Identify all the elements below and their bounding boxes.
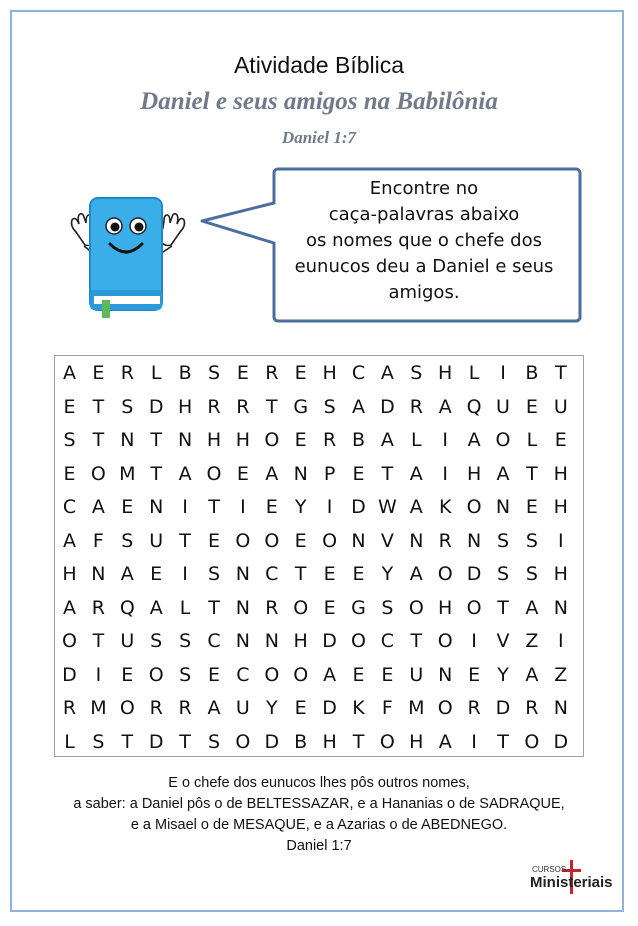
grid-letter[interactable]: R bbox=[265, 362, 279, 384]
grid-letter[interactable]: O bbox=[264, 529, 280, 552]
grid-letter[interactable]: E bbox=[150, 563, 163, 585]
grid-letter[interactable]: S bbox=[496, 529, 510, 552]
grid-letter[interactable]: E bbox=[352, 663, 365, 686]
grid-row bbox=[55, 691, 585, 725]
grid-letter[interactable]: R bbox=[91, 596, 105, 619]
grid-letter[interactable]: O bbox=[206, 462, 222, 485]
grid-letter[interactable]: B bbox=[525, 362, 539, 384]
grid-letter[interactable]: A bbox=[438, 395, 452, 418]
verse-line: Daniel 1:7 bbox=[286, 838, 352, 854]
grid-letter[interactable]: T bbox=[381, 462, 394, 485]
grid-letter[interactable]: S bbox=[121, 395, 134, 418]
grid-letter[interactable]: R bbox=[207, 395, 221, 418]
grid-letter[interactable]: O bbox=[322, 529, 338, 552]
grid-letter[interactable]: O bbox=[351, 630, 366, 652]
grid-letter[interactable]: O bbox=[466, 496, 482, 518]
grid-letter[interactable]: C bbox=[265, 563, 279, 585]
grid-letter[interactable]: S bbox=[121, 529, 134, 552]
grid-letter[interactable]: O bbox=[379, 730, 395, 753]
grid-letter[interactable]: E bbox=[381, 663, 394, 686]
page-subtitle: Daniel e seus amigos na Babilônia bbox=[140, 88, 498, 115]
grid-letter[interactable]: H bbox=[553, 563, 568, 585]
grid-letter[interactable]: H bbox=[438, 362, 453, 384]
grid-letter[interactable]: A bbox=[207, 697, 221, 719]
grid-letter[interactable]: T bbox=[150, 429, 162, 451]
grid-letter[interactable]: V bbox=[496, 630, 510, 652]
grid-letter[interactable]: S bbox=[410, 362, 423, 384]
grid-letter[interactable]: I bbox=[500, 362, 506, 384]
grid-letter[interactable]: H bbox=[409, 730, 424, 753]
grid-letter[interactable]: N bbox=[438, 663, 453, 686]
grid-letter[interactable]: A bbox=[525, 663, 539, 686]
grid-letter[interactable]: O bbox=[466, 596, 482, 619]
grid-letter[interactable]: S bbox=[525, 563, 538, 585]
grid-letter[interactable]: M bbox=[408, 697, 425, 719]
instruction-line: eunucos deu a Daniel e seus bbox=[294, 256, 554, 277]
grid-letter[interactable]: A bbox=[467, 429, 481, 451]
grid-row bbox=[55, 457, 585, 491]
grid-letter[interactable]: Y bbox=[381, 563, 394, 585]
grid-letter[interactable]: R bbox=[525, 697, 539, 719]
grid-row bbox=[55, 557, 585, 591]
grid-row bbox=[55, 490, 585, 524]
grid-letter[interactable]: H bbox=[322, 362, 337, 384]
grid-letter[interactable]: O bbox=[264, 663, 280, 686]
grid-letter[interactable]: I bbox=[240, 496, 246, 518]
grid-letter[interactable]: T bbox=[526, 462, 538, 485]
grid-letter[interactable]: D bbox=[380, 395, 395, 418]
grid-letter[interactable]: R bbox=[236, 395, 250, 418]
grid-letter[interactable]: H bbox=[206, 429, 222, 451]
grid-letter[interactable]: H bbox=[553, 496, 568, 518]
grid-letter[interactable]: L bbox=[179, 596, 191, 619]
grid-letter[interactable]: S bbox=[207, 730, 221, 753]
grid-letter[interactable]: R bbox=[322, 429, 337, 451]
grid-row bbox=[55, 658, 585, 692]
grid-letter[interactable]: V bbox=[380, 529, 394, 552]
grid-letter[interactable]: O bbox=[235, 529, 251, 552]
grid-letter[interactable]: O bbox=[235, 730, 251, 753]
grid-letter[interactable]: B bbox=[178, 362, 192, 384]
grid-row bbox=[55, 356, 585, 390]
grid-letter[interactable]: O bbox=[62, 630, 77, 652]
grid-letter[interactable]: E bbox=[265, 496, 278, 518]
grid-letter[interactable]: L bbox=[411, 429, 422, 451]
grid-letter[interactable]: G bbox=[293, 395, 309, 418]
grid-letter[interactable]: Y bbox=[265, 697, 278, 719]
grid-letter[interactable]: T bbox=[554, 362, 567, 384]
grid-letter[interactable]: U bbox=[149, 529, 164, 552]
grid-letter[interactable]: T bbox=[208, 596, 220, 619]
grid-letter[interactable]: Y bbox=[294, 496, 307, 518]
grid-letter[interactable]: H bbox=[293, 630, 308, 652]
grid-letter[interactable]: Q bbox=[119, 596, 135, 619]
grid-letter[interactable]: A bbox=[409, 563, 423, 585]
grid-letter[interactable]: O bbox=[90, 462, 106, 485]
grid-letter[interactable]: E bbox=[294, 529, 307, 552]
instruction-line: os nomes que o chefe dos bbox=[306, 230, 542, 251]
grid-letter[interactable]: D bbox=[148, 730, 164, 753]
grid-letter[interactable]: S bbox=[496, 563, 510, 585]
grid-letter[interactable]: H bbox=[235, 429, 251, 451]
grid-letter[interactable]: N bbox=[264, 630, 279, 652]
verse-line: E o chefe dos eunucos lhes pôs outros nomes, bbox=[168, 775, 470, 791]
grid-letter[interactable]: S bbox=[63, 429, 76, 451]
grid-letter[interactable]: I bbox=[442, 429, 448, 451]
grid-letter[interactable]: U bbox=[553, 395, 568, 418]
grid-letter[interactable]: U bbox=[120, 630, 135, 652]
grid-letter[interactable]: H bbox=[553, 462, 568, 485]
grid-row bbox=[55, 524, 585, 558]
grid-letter[interactable]: E bbox=[207, 529, 220, 552]
grid-letter[interactable]: N bbox=[235, 630, 250, 652]
grid-letter[interactable]: A bbox=[380, 429, 394, 451]
grid-letter[interactable]: R bbox=[120, 362, 134, 384]
grid-letter[interactable]: E bbox=[294, 429, 307, 451]
grid-letter[interactable]: T bbox=[497, 730, 509, 753]
grid-letter[interactable]: N bbox=[351, 529, 366, 552]
grid-letter[interactable]: O bbox=[148, 663, 164, 686]
grid-letter[interactable]: O bbox=[293, 596, 309, 619]
grid-letter[interactable]: D bbox=[62, 663, 77, 686]
grid-letter[interactable]: S bbox=[525, 529, 538, 552]
grid-letter[interactable]: T bbox=[121, 730, 134, 753]
grid-letter[interactable]: D bbox=[148, 395, 164, 418]
grid-letter[interactable]: E bbox=[468, 663, 481, 686]
grid-letter[interactable]: L bbox=[150, 362, 162, 384]
grid-letter[interactable]: C bbox=[207, 630, 221, 652]
grid-letter[interactable]: E bbox=[294, 362, 307, 384]
grid-letter[interactable]: I bbox=[557, 529, 564, 552]
grid-letter[interactable]: T bbox=[410, 630, 423, 652]
grid-letter[interactable]: A bbox=[352, 395, 365, 418]
grid-letter[interactable]: T bbox=[92, 395, 105, 418]
grid-row bbox=[55, 423, 585, 457]
grid-letter[interactable]: F bbox=[92, 529, 104, 552]
grid-letter[interactable]: O bbox=[408, 596, 424, 619]
grid-letter[interactable]: B bbox=[294, 730, 308, 753]
grid-letter[interactable]: D bbox=[553, 730, 569, 753]
grid-letter[interactable]: S bbox=[92, 730, 105, 753]
grid-letter[interactable]: E bbox=[207, 663, 220, 686]
grid-letter[interactable]: K bbox=[352, 697, 365, 719]
grid-letter[interactable]: N bbox=[553, 697, 568, 719]
grid-letter[interactable]: O bbox=[264, 429, 280, 451]
grid-letter[interactable]: I bbox=[182, 496, 188, 518]
grid-letter[interactable]: A bbox=[63, 529, 76, 552]
grid-letter[interactable]: H bbox=[62, 563, 77, 585]
grid-letter[interactable]: H bbox=[322, 730, 337, 753]
grid-letter[interactable]: U bbox=[235, 697, 250, 719]
grid-letter[interactable]: E bbox=[294, 697, 307, 719]
grid-letter[interactable]: I bbox=[557, 630, 564, 652]
grid-letter[interactable]: C bbox=[351, 362, 366, 384]
grid-letter[interactable]: I bbox=[471, 630, 477, 652]
grid-row bbox=[55, 725, 585, 759]
grid-letter[interactable]: M bbox=[119, 462, 136, 485]
instruction-line: caça-palavras abaixo bbox=[328, 204, 520, 225]
grid-letter[interactable]: T bbox=[208, 496, 220, 518]
grid-letter[interactable]: M bbox=[90, 697, 107, 719]
grid-letter[interactable]: R bbox=[409, 395, 423, 418]
grid-letter[interactable]: N bbox=[91, 563, 106, 585]
grid-letter[interactable]: A bbox=[409, 462, 423, 485]
grid-letter[interactable]: H bbox=[438, 596, 453, 619]
smiling-book-character-icon bbox=[58, 188, 198, 328]
grid-letter[interactable]: T bbox=[150, 462, 162, 485]
verse-text bbox=[0, 773, 638, 857]
grid-letter[interactable]: N bbox=[466, 529, 482, 552]
grid-letter[interactable]: N bbox=[235, 596, 250, 619]
grid-letter[interactable]: N bbox=[235, 563, 250, 585]
grid-letter[interactable]: E bbox=[554, 429, 567, 451]
grid-letter[interactable]: E bbox=[352, 563, 365, 585]
grid-letter[interactable]: U bbox=[496, 395, 510, 418]
grid-letter[interactable]: A bbox=[323, 663, 337, 686]
page-title: Atividade Bíblica bbox=[233, 52, 405, 78]
grid-letter[interactable]: A bbox=[496, 462, 510, 485]
grid-letter[interactable]: W bbox=[377, 496, 397, 518]
grid-letter[interactable]: E bbox=[121, 663, 134, 686]
grid-letter[interactable]: G bbox=[351, 596, 366, 619]
grid-letter[interactable]: N bbox=[553, 596, 568, 619]
word-search-grid bbox=[54, 355, 584, 757]
grid-letter[interactable]: F bbox=[381, 697, 393, 719]
grid-letter[interactable]: S bbox=[207, 362, 221, 384]
grid-letter[interactable]: E bbox=[352, 462, 365, 485]
logo-big-text: Ministeriais bbox=[530, 874, 613, 891]
grid-letter[interactable]: A bbox=[149, 596, 163, 619]
verse-line: e a Misael o de MESAQUE, e a Azarias o de ABEDNEGO. bbox=[130, 817, 508, 833]
grid-letter[interactable]: E bbox=[323, 596, 336, 619]
grid-letter[interactable]: R bbox=[438, 529, 452, 552]
grid-letter[interactable]: Z bbox=[554, 663, 568, 686]
grid-letter[interactable]: K bbox=[438, 496, 452, 518]
grid-letter[interactable]: D bbox=[264, 730, 280, 753]
grid-letter[interactable]: S bbox=[323, 395, 336, 418]
grid-letter[interactable]: N bbox=[409, 529, 424, 552]
grid-letter[interactable]: N bbox=[149, 496, 164, 518]
grid-letter[interactable]: E bbox=[525, 496, 538, 518]
grid-letter[interactable]: A bbox=[409, 496, 423, 518]
grid-letter[interactable]: A bbox=[91, 496, 105, 518]
grid-letter[interactable]: A bbox=[63, 362, 76, 384]
grid-letter[interactable]: R bbox=[149, 697, 163, 719]
grid-letter[interactable]: H bbox=[177, 395, 193, 418]
grid-letter[interactable]: I bbox=[442, 462, 448, 485]
scripture-reference: Daniel 1:7 bbox=[281, 128, 357, 147]
grid-letter[interactable]: T bbox=[179, 529, 191, 552]
grid-letter[interactable]: B bbox=[351, 429, 366, 451]
grid-letter[interactable]: S bbox=[179, 630, 192, 652]
grid-letter[interactable]: Q bbox=[466, 395, 482, 418]
grid-letter[interactable]: E bbox=[236, 362, 249, 384]
verse-line: a saber: a Daniel pôs o de BELTESSAZAR, e a Hananias o de SADRAQUE, bbox=[73, 796, 565, 812]
grid-letter[interactable]: A bbox=[63, 596, 76, 619]
grid-letter[interactable]: R bbox=[265, 596, 279, 619]
grid-letter[interactable]: P bbox=[323, 462, 336, 485]
grid-letter[interactable]: A bbox=[120, 563, 134, 585]
grid-letter[interactable]: T bbox=[92, 630, 105, 652]
grid-letter[interactable]: R bbox=[467, 697, 481, 719]
grid-letter[interactable]: U bbox=[409, 663, 424, 686]
grid-letter[interactable]: O bbox=[495, 429, 511, 451]
grid-letter[interactable]: S bbox=[150, 630, 163, 652]
grid-letter[interactable]: S bbox=[207, 563, 221, 585]
grid-letter[interactable]: T bbox=[92, 429, 105, 451]
grid-letter[interactable]: N bbox=[495, 496, 511, 518]
grid-letter[interactable]: A bbox=[525, 596, 539, 619]
instruction-line: Encontre no bbox=[369, 178, 479, 199]
grid-letter[interactable]: T bbox=[497, 596, 509, 619]
grid-letter[interactable]: E bbox=[236, 462, 249, 485]
grid-letter[interactable]: N bbox=[120, 429, 135, 451]
grid-letter[interactable]: L bbox=[468, 362, 480, 384]
grid-letter[interactable]: E bbox=[92, 362, 105, 384]
grid-letter[interactable]: A bbox=[178, 462, 192, 485]
grid-row bbox=[55, 624, 585, 658]
grid-letter[interactable]: C bbox=[236, 663, 250, 686]
grid-letter[interactable]: D bbox=[322, 630, 337, 652]
grid-letter[interactable]: S bbox=[179, 663, 192, 686]
grid-letter[interactable]: L bbox=[64, 730, 75, 753]
instruction-line: amigos. bbox=[388, 282, 460, 303]
grid-letter[interactable]: C bbox=[380, 630, 395, 652]
grid-letter[interactable]: I bbox=[95, 663, 102, 686]
grid-letter[interactable]: E bbox=[63, 462, 76, 485]
grid-letter[interactable]: A bbox=[380, 362, 394, 384]
grid-letter[interactable]: O bbox=[437, 697, 453, 719]
grid-letter[interactable]: A bbox=[265, 462, 279, 485]
grid-letter[interactable]: Z bbox=[525, 630, 539, 652]
grid-row bbox=[55, 591, 585, 625]
grid-letter[interactable]: E bbox=[525, 395, 538, 418]
grid-letter[interactable]: E bbox=[121, 496, 134, 518]
grid-letter[interactable]: S bbox=[381, 596, 394, 619]
grid-letter[interactable]: A bbox=[438, 730, 452, 753]
grid-letter[interactable]: H bbox=[466, 462, 482, 485]
grid-letter[interactable]: O bbox=[437, 630, 453, 652]
grid-letter[interactable]: R bbox=[178, 697, 192, 719]
grid-letter[interactable]: I bbox=[471, 730, 477, 753]
grid-letter[interactable]: O bbox=[524, 730, 540, 753]
grid-letter[interactable]: D bbox=[322, 697, 337, 719]
grid-letter[interactable]: N bbox=[293, 462, 308, 485]
grid-letter[interactable]: O bbox=[293, 663, 309, 686]
grid-letter[interactable]: E bbox=[323, 563, 336, 585]
grid-letter[interactable]: L bbox=[526, 429, 538, 451]
grid-letter[interactable]: T bbox=[294, 563, 307, 585]
grid-letter[interactable]: D bbox=[466, 563, 482, 585]
grid-letter[interactable]: Y bbox=[497, 663, 509, 686]
grid-letter[interactable]: O bbox=[437, 563, 453, 585]
grid-letter[interactable]: I bbox=[326, 496, 333, 518]
grid-letter[interactable]: T bbox=[265, 395, 278, 418]
grid-letter[interactable]: T bbox=[352, 730, 365, 753]
grid-letter[interactable]: D bbox=[495, 697, 511, 719]
grid-letter[interactable]: N bbox=[177, 429, 193, 451]
grid-row bbox=[55, 390, 585, 424]
grid-letter[interactable]: I bbox=[182, 563, 188, 585]
grid-letter[interactable]: R bbox=[62, 697, 77, 719]
grid-letter[interactable]: O bbox=[119, 697, 135, 719]
grid-letter[interactable]: T bbox=[179, 730, 191, 753]
grid-letter[interactable]: E bbox=[63, 395, 76, 418]
cursos-ministeriais-logo bbox=[530, 860, 613, 902]
logo-small-text: CURSOS bbox=[532, 865, 567, 874]
grid-letter[interactable]: C bbox=[62, 496, 77, 518]
grid-letter[interactable]: D bbox=[351, 496, 366, 518]
instruction-text bbox=[278, 176, 570, 306]
